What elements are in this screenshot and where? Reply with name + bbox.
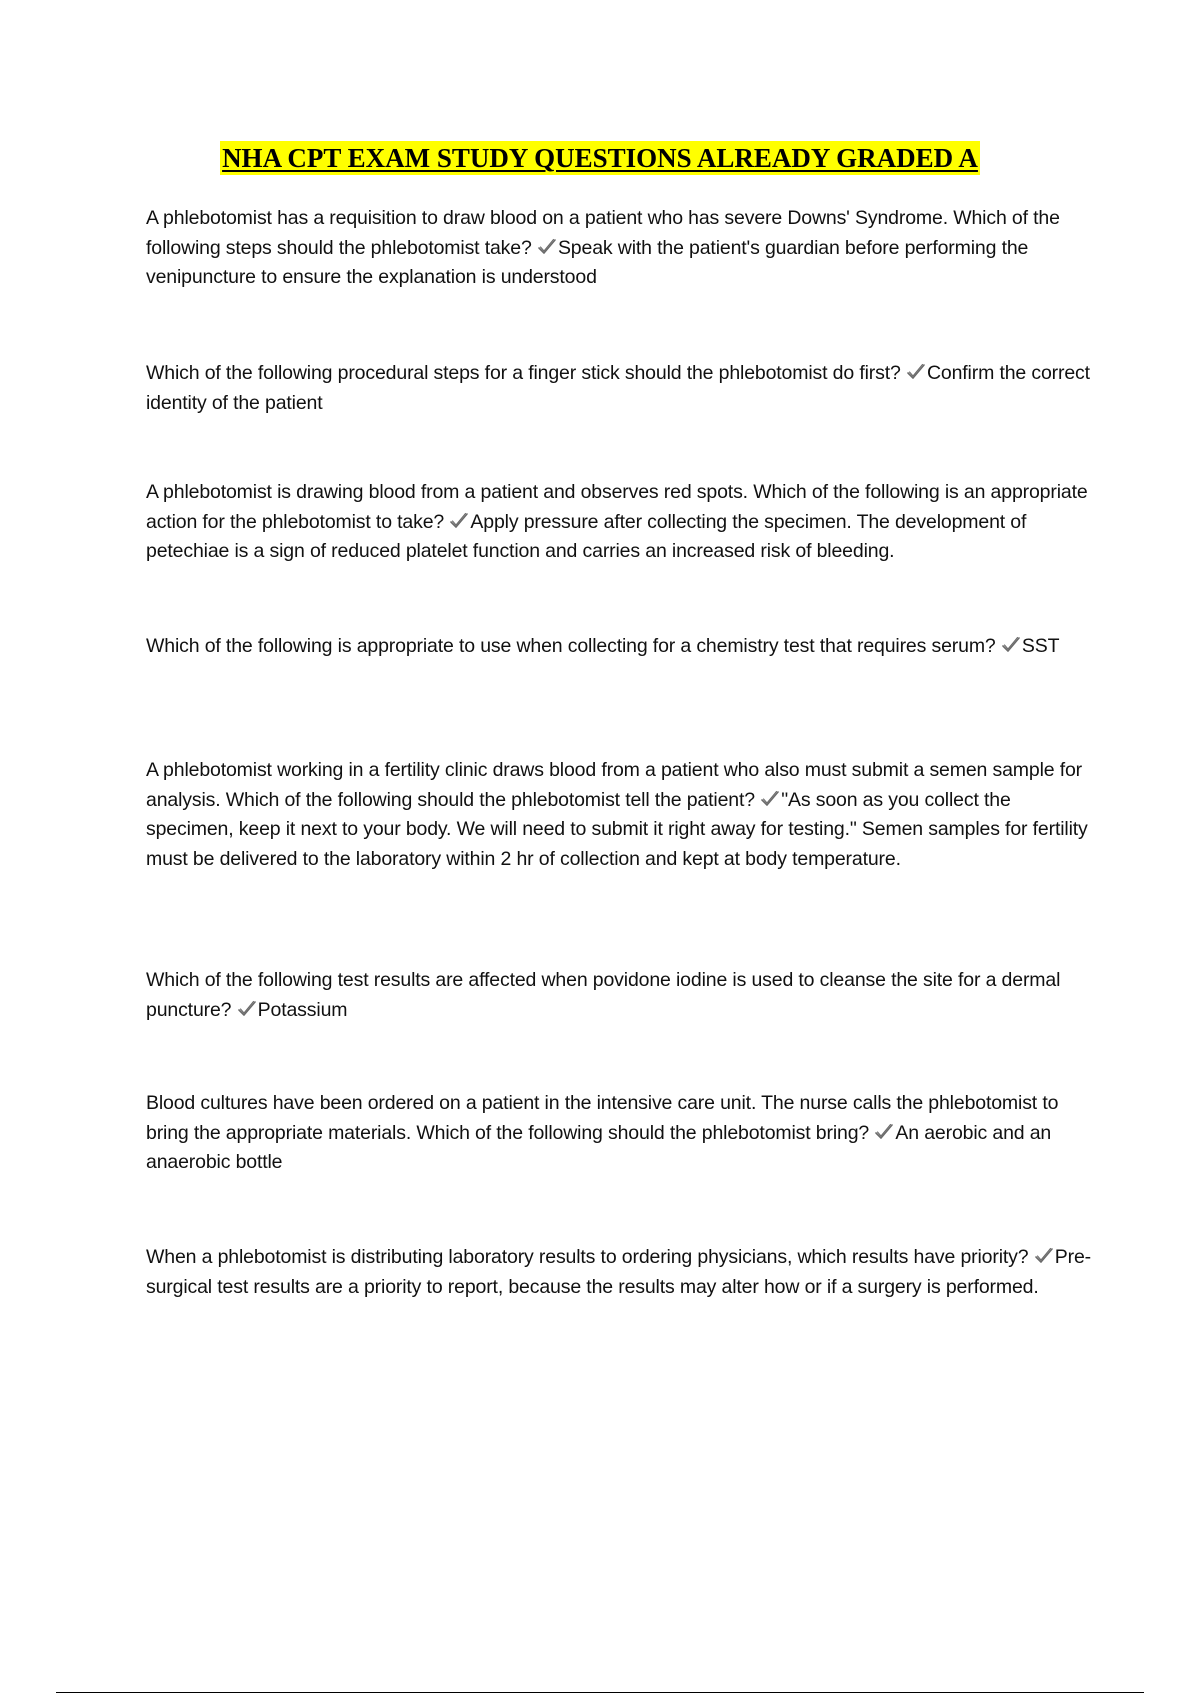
answer-4: SST (1021, 635, 1060, 657)
question-2: Which of the following procedural steps for a finger stick should the phlebotomist do first? (146, 362, 901, 384)
check-mark-icon (237, 1000, 257, 1018)
qa-item-1 (146, 204, 1096, 293)
check-mark-icon (906, 363, 926, 381)
check-mark-icon (449, 512, 469, 530)
document-title: NHA CPT EXAM STUDY QUESTIONS ALREADY GRADED A (222, 143, 978, 173)
footer-rule (56, 1692, 1144, 1693)
question-8: When a phlebotomist is distributing laboratory results to ordering physicians, which results have priority? (146, 1246, 1029, 1268)
qa-item-8 (146, 1243, 1096, 1302)
check-mark-icon (537, 238, 557, 256)
question-7: Blood cultures have been ordered on a patient in the intensive care unit. The nurse calls the phlebotomist to bring the appropriate materials. Which of the following should the phlebotomist bring? (146, 1092, 1059, 1144)
title-container (0, 141, 1200, 175)
check-mark-icon (874, 1123, 894, 1141)
qa-item-7 (146, 1089, 1096, 1178)
qa-item-3 (146, 478, 1096, 567)
check-mark-icon (1034, 1247, 1054, 1265)
answer-7: An aerobic and an anaerobic bottle (146, 1121, 1052, 1173)
answer-3: Apply pressure after collecting the specimen. The development of petechiae is a sign of reduced platelet function and carries an increased risk of bleeding. (146, 510, 1027, 562)
qa-item-4 (146, 632, 1096, 662)
qa-item-2 (146, 359, 1096, 418)
question-5: A phlebotomist working in a fertility clinic draws blood from a patient who also must submit a semen sample for analysis. Which of the following should the phlebotomist tell the patient? (146, 759, 1083, 811)
question-1: A phlebotomist has a requisition to draw blood on a patient who has severe Downs' Syndrome. Which of the following steps should the phlebotomist take? (146, 207, 1060, 259)
check-mark-icon (760, 790, 780, 808)
answer-6: Potassium (257, 998, 348, 1021)
answer-1: Speak with the patient's guardian before performing the venipuncture to ensure the explanation is understood (146, 236, 1029, 288)
answer-5: "As soon as you collect the specimen, keep it next to your body. We will need to submit it right away for testing." Semen samples for fertility must be delivered to the laboratory within 2 hr of collection and kept at body temperature. (146, 788, 1088, 870)
qa-item-6 (146, 966, 1096, 1025)
check-mark-icon (1001, 636, 1021, 654)
qa-item-5 (146, 756, 1096, 874)
answer-2: Confirm the correct identity of the patient (146, 362, 1090, 414)
question-3: A phlebotomist is drawing blood from a patient and observes red spots. Which of the following is an appropriate action for the phlebotomist to take? (146, 481, 1088, 533)
question-6: Which of the following test results are affected when povidone iodine is used to cleanse the site for a dermal puncture? (146, 969, 1061, 1021)
question-4: Which of the following is appropriate to use when collecting for a chemistry test that requires serum? (146, 635, 996, 657)
answer-8: Pre-surgical test results are a priority to report, because the results may alter how or if a surgery is performed. (146, 1246, 1091, 1298)
